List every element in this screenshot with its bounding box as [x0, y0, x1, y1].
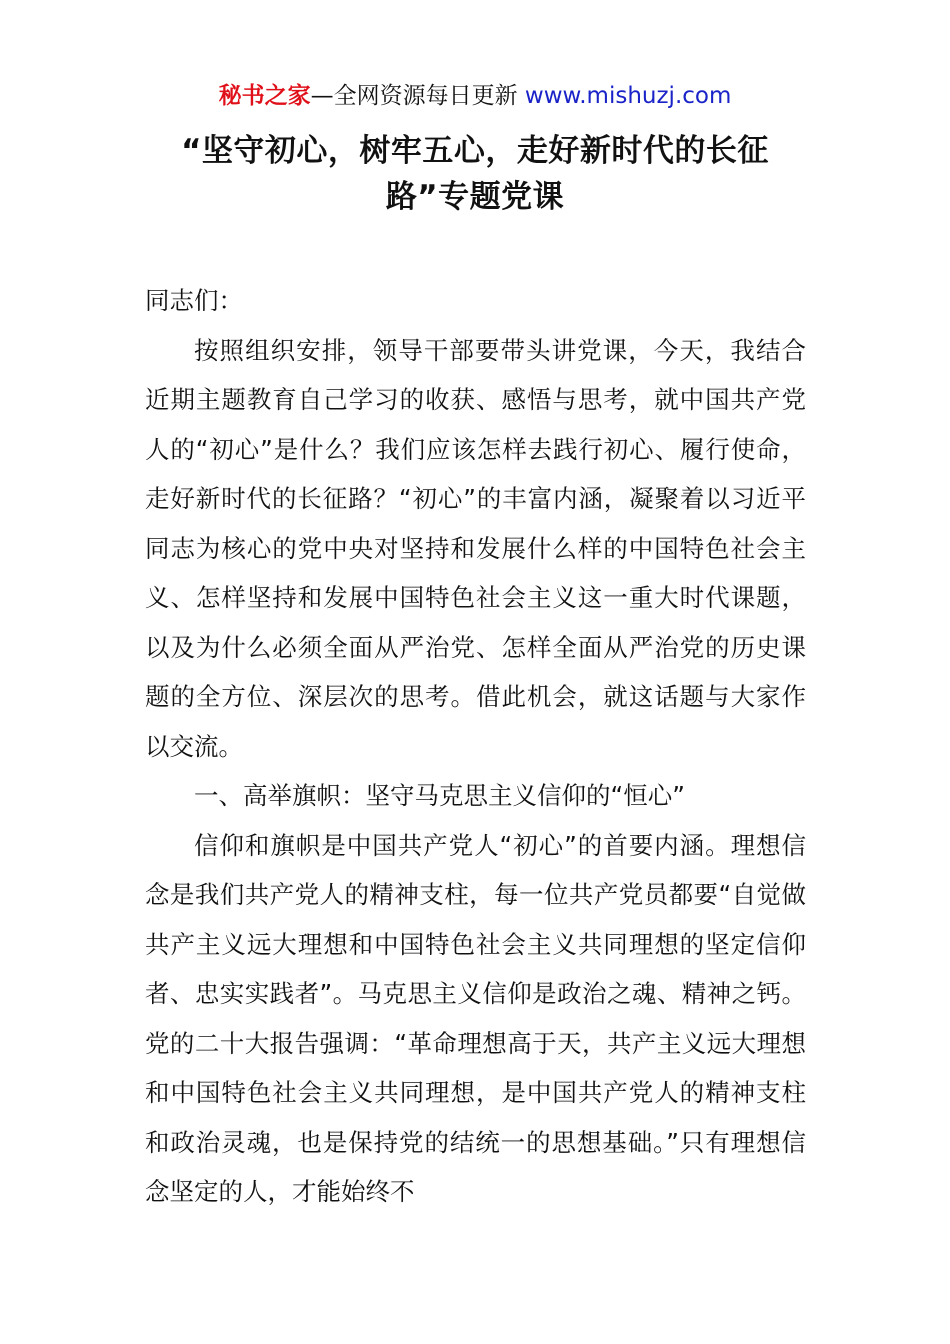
site-header [0, 80, 950, 112]
document-title [145, 128, 805, 220]
section-heading-1: 一、高举旗帜：坚守马克思主义信仰的“恒心” [194, 781, 685, 810]
paragraph-section-1: 信仰和旗帜是中国共产党人“初心”的首要内涵。理想信念是我们共产党人的精神支柱，每一位共产党员都要“自觉做共产主义远大理想和中国特色社会主义共同理想的坚定信仰者、忠实实践者”。马克思主义信仰是政治之魂、精神之钙。党的二十大报告强调：“革命理想高于天，共产主义远大理想和中国特色社会主义共同理想，是中国共产党人的精神支柱和政治灵魂，也是保持党的结统一的思想基础。”只有理想信念坚定的人，才能始终不 [145, 830, 806, 1206]
paragraph-intro: 按照组织安排，领导干部要带头讲党课，今天，我结合近期主题教育自己学习的收获、感悟与思考，就中国共产党人的“初心”是什么？我们应该怎样去践行初心、履行使命，走好新时代的长征路？“初心”的丰富内涵，凝聚着以习近平同志为核心的党中央对坚持和发展什么样的中国特色社会主义、怎样坚持和发展中国特色社会主义这一重大时代课题，以及为什么必须全面从严治党、怎样全面从严治党的历史课题的全方位、深层次的思考。借此机会，就这话题与大家作以交流。 [145, 335, 806, 761]
site-url[interactable]: www.mishuzj.com [524, 83, 732, 109]
title-line-2: 路”专题党课 [385, 179, 565, 215]
title-line-1: “坚守初心，树牢五心，走好新时代的长征 [181, 133, 769, 169]
document-body [145, 276, 806, 1217]
salutation: 同志们： [145, 286, 243, 315]
header-tagline: —全网资源每日更新 [310, 83, 525, 109]
brand-name: 秘书之家 [218, 83, 311, 109]
